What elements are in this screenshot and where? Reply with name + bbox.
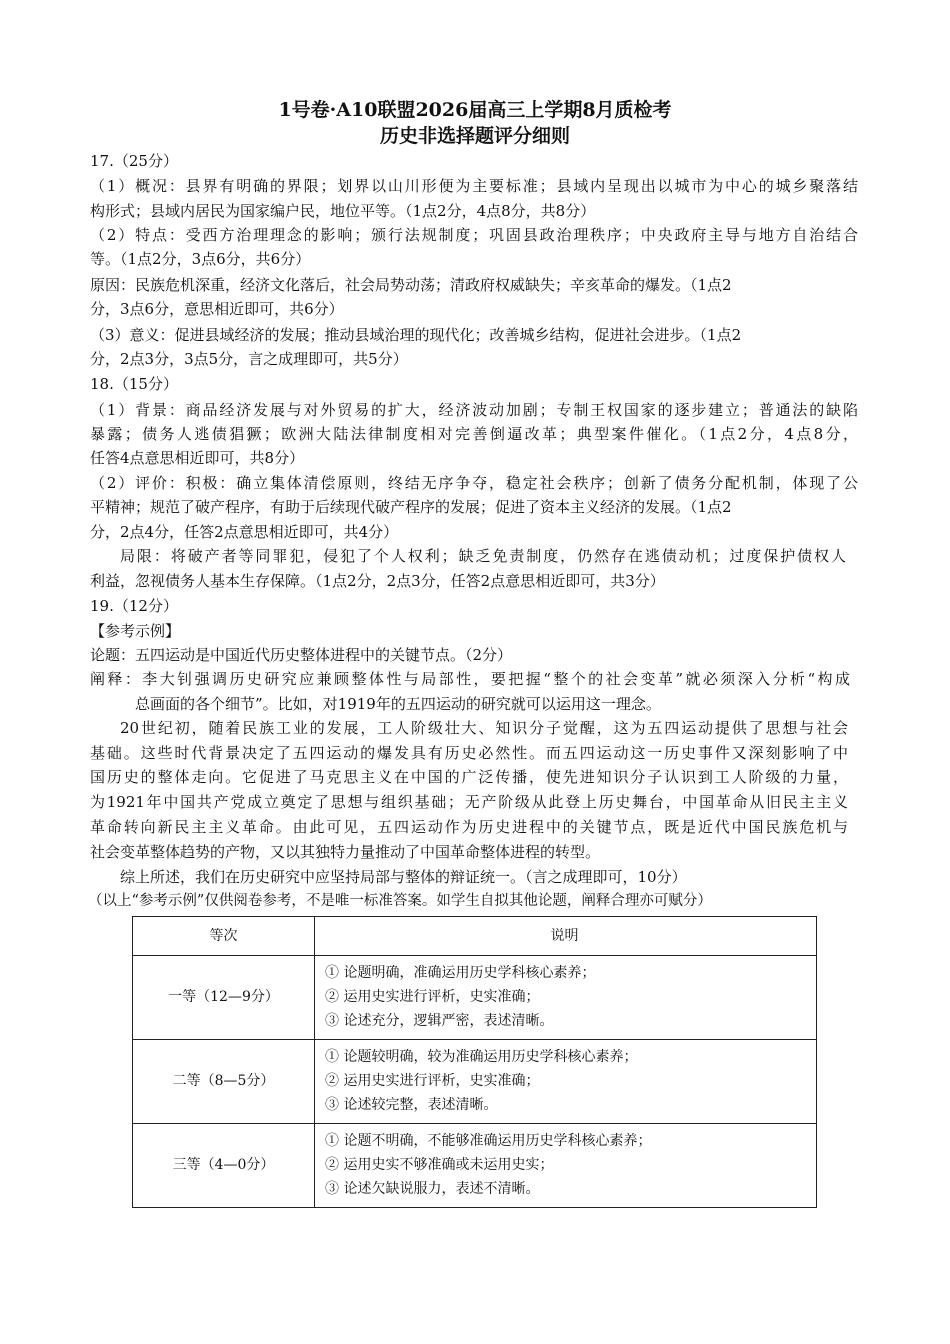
- q18-line: 任答4点意思相近即可，共8分）: [90, 449, 305, 467]
- q19-note: （以上“参考示例”仅供阅卷参考，不是唯一标准答案。如学生自拟其他论题，阐释合理亦可赋分）: [88, 893, 712, 909]
- table-row-desc: ③ 论述充分，逻辑严密，表述清晰。: [325, 1013, 554, 1029]
- table-row-desc: ③ 论述欠缺说服力，表述不清晰。: [325, 1181, 540, 1197]
- q18-line: 局限：将破产者等同罪犯，侵犯了个人权利；缺乏免责制度，仍然存在逃债动机；过度保护债权人: [120, 547, 846, 565]
- q17-line: （2）特点：受西方治理理念的影响；颁行法规制度；巩固县政治理秩序；中央政府主导与地方自治结合: [90, 226, 858, 244]
- q17-line: 分，2点3分，3点5分，言之成理即可，共5分）: [90, 350, 408, 368]
- q18-line: 利益，忽视债务人基本生存保障。（1点2分，2点3分，任答2点意思相近即可，共3分）: [90, 572, 665, 590]
- q19-conclusion: 综上所述，我们在历史研究中应坚持局部与整体的辩证统一。（言之成理即可，10分）: [120, 868, 687, 886]
- table-row-desc: ① 论题较明确，较为准确运用历史学科核心素养；: [325, 1049, 638, 1065]
- table-row-desc: ② 运用史实进行评析，史实准确；: [325, 989, 540, 1005]
- table-header-grade: 等次: [209, 928, 238, 944]
- table-row-desc: ① 论题明确，准确运用历史学科核心素养；: [325, 965, 596, 981]
- doc-subtitle: 历史非选择题评分细则: [379, 125, 570, 147]
- q19-line: 20世纪初，随着民族工业的发展，工人阶级壮大、知识分子觉醒，这为五四运动提供了思想与社会: [120, 719, 848, 737]
- q18-line: （2）评价：积极：确立集体清偿原则，终结无序争夺，稳定社会秩序；创新了债务分配机制，体现了公: [90, 474, 858, 492]
- q17-line: （1）概况：县界有明确的界限；划界以山川形便为主要标准；县域内呈现出以城市为中心的城乡聚落结: [90, 177, 858, 195]
- table-divider: [133, 1039, 816, 1040]
- table-row-desc: ③ 论述较完整，表述清晰。: [325, 1097, 498, 1113]
- q17-line: 原因：民族危机深重，经济文化落后，社会局势动荡；清政府权威缺失；辛亥革命的爆发。（1点2: [90, 276, 732, 294]
- table-row-desc: ② 运用史实进行评析，史实准确；: [325, 1073, 540, 1089]
- q18-line: 平精神；规范了破产程序，有助于后续现代破产程序的发展；促进了资本主义经济的发展。（1点2: [90, 498, 732, 516]
- q17-line: （3）意义：促进县域经济的发展；推动县域治理的现代化；改善城乡结构，促进社会进步。（1点2: [90, 326, 742, 344]
- q19-line: 基础。这些时代背景决定了五四运动的爆发具有历史必然性。而五四运动这一历史事件又深刻影响了中: [90, 744, 848, 762]
- q19-line: 社会变革整体趋势的产物，又以其独特力量推动了中国革命整体进程的转型。: [90, 843, 601, 861]
- q17-line: 分，3点6分，意思相近即可，共6分）: [90, 300, 344, 318]
- table-row-desc: ① 论题不明确，不能够准确运用历史学科核心素养；: [325, 1133, 652, 1149]
- doc-title: 1号卷·A10联盟2026届高三上学期8月质检考: [278, 99, 672, 121]
- q19-thesis: 论题：五四运动是中国近代历史整体进程中的关键节点。（2分）: [90, 646, 513, 664]
- table-divider: [133, 955, 816, 956]
- table-divider: [133, 1123, 816, 1124]
- table-row-grade: 一等（12—9分）: [168, 989, 279, 1005]
- q18-line: （1）背景：商品经济发展与对外贸易的扩大，经济波动加剧；专制王权国家的逐步建立；普通法的缺陷: [90, 401, 858, 419]
- q19-line: 革命转向新民主主义革命。由此可见，五四运动作为历史进程中的关键节点，既是近代中国民族危机与: [90, 818, 848, 836]
- q19-line: 国历史的整体走向。它促进了马克思主义在中国的广泛传播，使先进知识分子认识到工人阶级的力量，: [90, 768, 848, 786]
- q18-heading: 18.（15分）: [90, 375, 178, 393]
- reference-example-label: 【参考示例】: [90, 622, 181, 640]
- q19-heading: 19.（12分）: [90, 597, 178, 615]
- table-row-grade: 三等（4—0分）: [172, 1157, 275, 1173]
- q19-line: 阐释：李大钊强调历史研究应兼顾整体性与局部性，要把握“整个的社会变革”就必须深入分析“构成: [90, 670, 850, 688]
- q18-line: 分，2点4分，任答2点意思相近即可，共4分）: [90, 523, 399, 541]
- table-row-desc: ② 运用史实不够准确或未运用史实；: [325, 1157, 554, 1173]
- q17-line: 等。（1点2分，3点6分，共6分）: [90, 250, 311, 268]
- q18-line: 暴露；债务人逃债猖獗；欧洲大陆法律制度相对完善倒逼改革；典型案件催化。（1点2分，4点8分，: [90, 425, 858, 443]
- q17-line: 构形式；县域内居民为国家编户民，地位平等。（1点2分，4点8分，共8分）: [90, 202, 596, 220]
- table-divider: [314, 917, 315, 1207]
- table-header-description: 说明: [550, 928, 579, 944]
- table-row-grade: 二等（8—5分）: [172, 1073, 275, 1089]
- grading-table: [132, 916, 817, 1208]
- q19-line: 为1921年中国共产党成立奠定了思想与组织基础；无产阶级从此登上历史舞台，中国革命从旧民主主义: [90, 793, 848, 811]
- q19-line: 总画面的各个细节”。比如，对1919年的五四运动的研究就可以运用这一理念。: [135, 695, 661, 713]
- q17-heading: 17.（25分）: [90, 152, 178, 170]
